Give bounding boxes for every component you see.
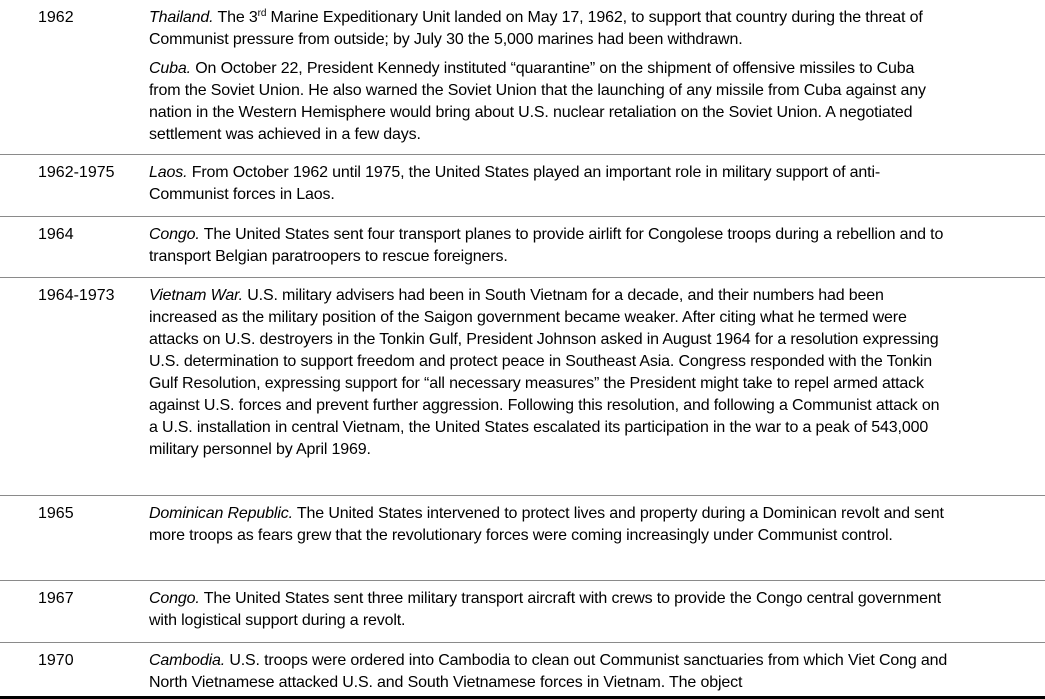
entry-text: U.S. military advisers had been in South Vietnam for a decade, and their numbers had been increased as the military position of the Saigon government became weaker. After citing what he termed were attacks on U.S. destroyers in the Tonkin Gulf, President Johnson asked in August 1964 for a resolution expressing U.S. determination to support freedom and protect peace in Southeast Asia. Congress responded with the Tonkin Gulf Resolution, expressing support for “all necessary measures” the President might take to repel armed attack against U.S. forces and prevent further aggression. Following this resolution, and following a Communist attack on a U.S. installation in central Vietnam, the United States escalated its participation in the war to a peak of 543,000 military personnel by April 1969. <box>149 287 940 458</box>
entry-text: U.S. troops were ordered into Cambodia to clean out Communist sanctuaries from which Viet Cong and North Vietnamese attacked U.S. and South Vietnamese forces in Vietnam. The object <box>149 652 948 691</box>
year-cell: 1964-1973 <box>38 287 115 304</box>
description-cell <box>149 278 949 495</box>
table-row <box>0 496 1045 581</box>
entry-text: The United States sent three military transport aircraft with crews to provide the Congo central government with logistical support during a revolt. <box>149 590 941 629</box>
entry <box>149 503 949 547</box>
table-row <box>0 155 1045 217</box>
country-name: Thailand. <box>149 9 214 26</box>
description-cell <box>149 217 949 277</box>
entry-text: The 3 <box>213 9 258 26</box>
year-cell: 1970 <box>38 652 74 669</box>
entry-text: On October 22, President Kennedy instituted “quarantine” on the shipment of offensive missiles to Cuba from the Soviet Union. He also warned the Soviet Union that the launching of any missile from Cuba against any nation in the Western Hemisphere would bring about U.S. nuclear retaliation on the Soviet Union. A negotiated settlement was achieved in a few days. <box>149 60 926 143</box>
entry <box>149 588 949 632</box>
entry <box>149 58 949 146</box>
table-row <box>0 581 1045 643</box>
entry-text: Marine Expeditionary Unit landed on May 17, 1962, to support that country during the threat of Communist pressure from outside; by July 30 the 5,000 marines had been withdrawn. <box>149 9 923 48</box>
year-cell: 1965 <box>38 505 74 522</box>
description-cell <box>149 0 949 154</box>
description-cell <box>149 496 949 580</box>
year-cell: 1962-1975 <box>38 164 115 181</box>
country-name: Cuba. <box>149 60 191 77</box>
entry-text: The United States intervened to protect lives and property during a Dominican revolt and sent more troops as fears grew that the revolutionary forces were coming increasingly under Communist control. <box>149 505 944 544</box>
entry <box>149 285 949 461</box>
ordinal-superscript: rd <box>257 8 267 19</box>
table-row <box>0 278 1045 496</box>
entry-text: From October 1962 until 1975, the United States played an important role in military support of anti-Communist forces in Laos. <box>149 164 881 203</box>
description-cell <box>149 643 949 699</box>
description-cell <box>149 581 949 642</box>
entry <box>149 162 949 206</box>
entry <box>149 650 949 694</box>
country-name: Congo. <box>149 590 200 607</box>
country-name: Cambodia. <box>149 652 226 669</box>
country-name: Laos. <box>149 164 188 181</box>
description-cell <box>149 155 949 216</box>
year-cell: 1964 <box>38 226 74 243</box>
country-name: Congo. <box>149 226 200 243</box>
entry <box>149 7 949 51</box>
country-name: Dominican Republic. <box>149 505 293 522</box>
entry-text: The United States sent four transport planes to provide airlift for Congolese troops during a rebellion and to transport Belgian paratroopers to rescue foreigners. <box>149 226 944 265</box>
table-row <box>0 0 1045 155</box>
year-cell: 1967 <box>38 590 74 607</box>
year-cell: 1962 <box>38 9 74 26</box>
entry <box>149 224 949 268</box>
country-name: Vietnam War. <box>149 287 243 304</box>
table-row <box>0 217 1045 278</box>
table-row <box>0 643 1045 699</box>
